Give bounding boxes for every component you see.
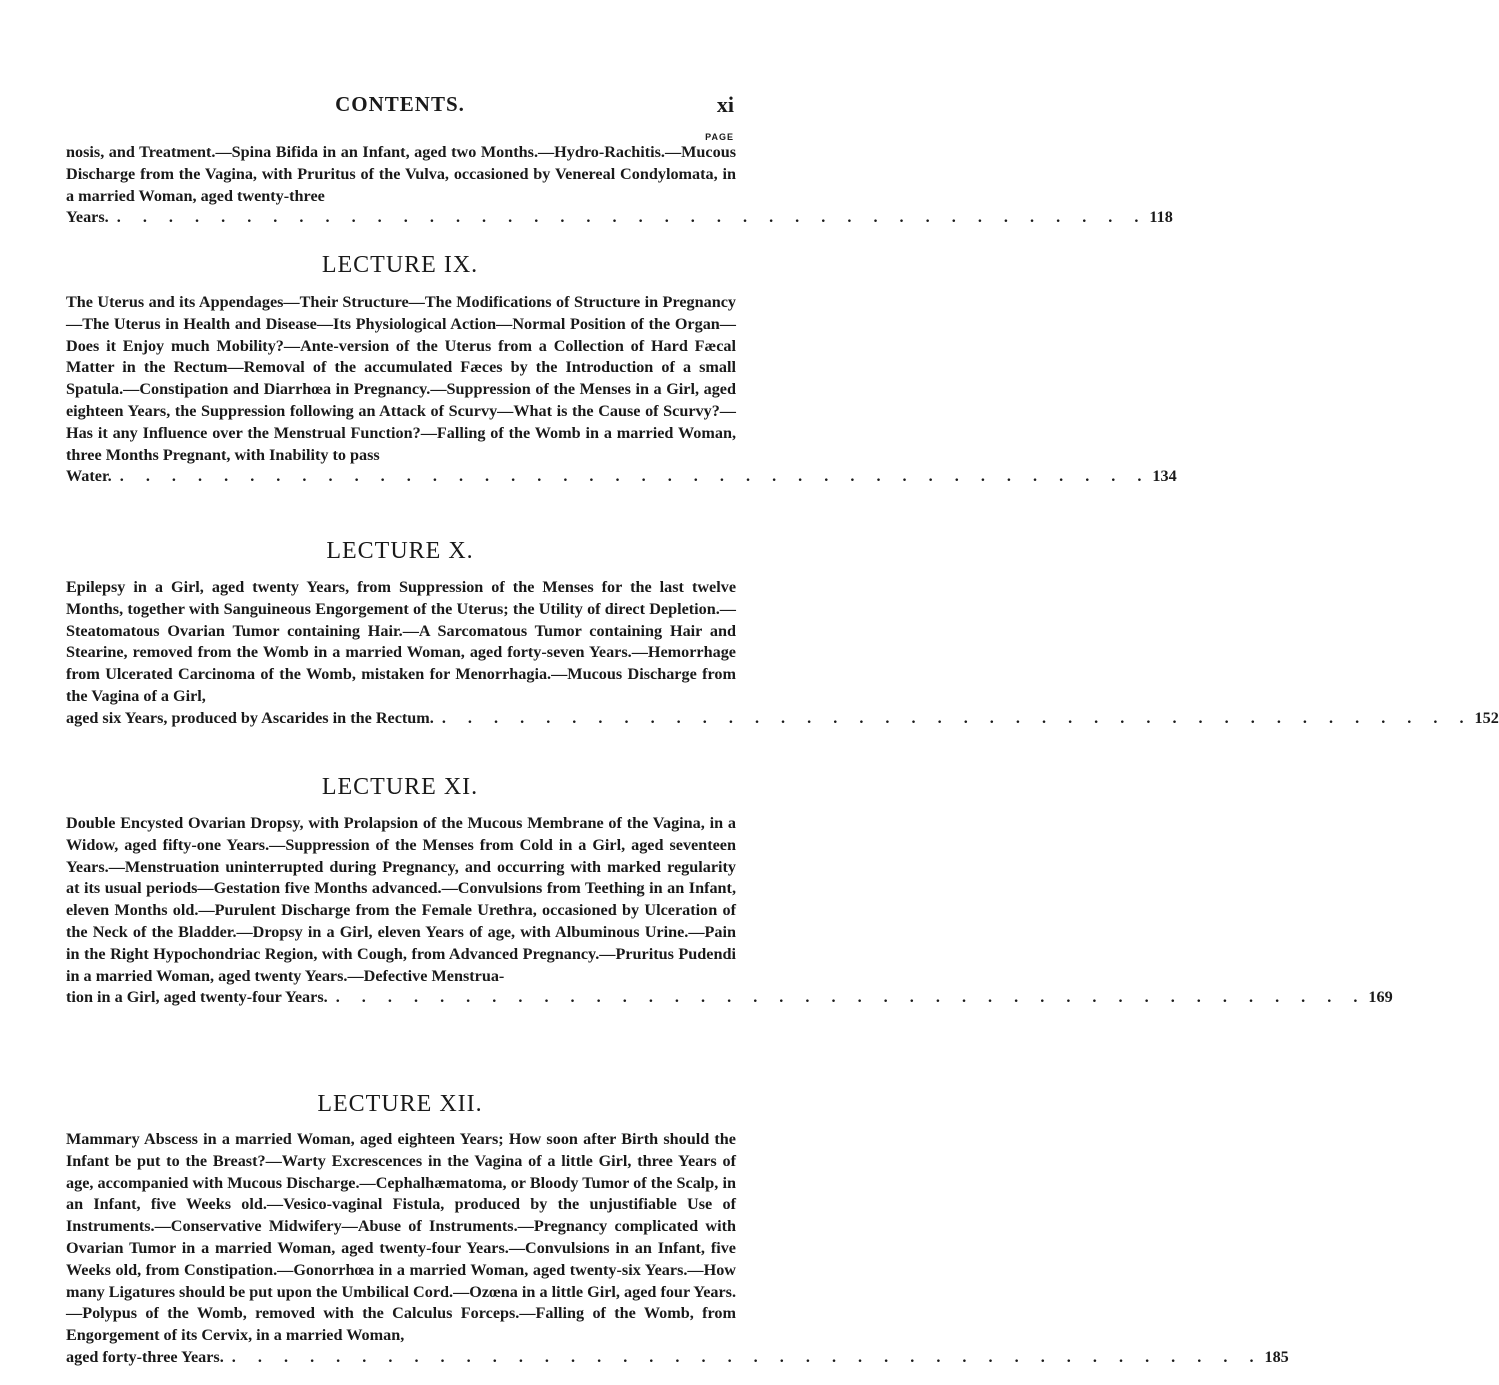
entry-leader-line [66,466,1177,488]
entry-text: Mammary Abscess in a married Woman, aged eighteen Years; How soon after Birth should the Infant be put to the Breast?—Warty Excrescences in the Vagina of a little Girl, three Years of age, accompanied with Mucous Discharge.—Cephalhæmatoma, or Bloody Tumor of the Scalp, in an Infant, five Weeks old.—Vesico-vaginal Fistula, produced by the unjustifiable Use of Instruments.—Conservative Midwifery—Abuse of Instruments.—Pregnancy complicated with Ovarian Tumor in a married Woman, aged twenty-four Years.—Convulsions in an Infant, five Weeks old, from Constipation.—Gonorrhœa in a married Woman, aged twenty-six Years.—How many Ligatures should be put upon the Umbilical Cord.—Ozœna in a little Girl, aged four Years.—Polypus of the Womb, removed with the Calculus Forceps.—Falling of the Womb, from Engorgement of its Cervix, in a married Woman, [66,1130,736,1345]
entry-text: The Uterus and its Appendages—Their Structure—The Modifications of Structure in Pregnancy—The Uterus in Health and Disease—Its Physiological Action—Normal Position of the Organ—Does it Enjoy much Mobility?—Ante-version of the Uterus from a Collection of Hard Fæcal Matter in the Rectum—Removal of the accumulated Fæces by the Introduction of a small Spatula.—Constipation and Diarrhœa in Pregnancy.—Suppression of the Menses in a Girl, aged eighteen Years, the Suppression following an Attack of Scurvy—What is the Cause of Scurvy?—Has it any Influence over the Menstrual Function?—Falling of the Womb in a married Woman, three Months Pregnant, with Inability to pass [66,293,736,464]
entry-page-number: 118 [1149,208,1173,227]
entry-text: Epilepsy in a Girl, aged twenty Years, from Suppression of the Menses for the last twelve Months, together with Sanguineous Engorgement of the Uterus; the Utility of direct Depletion.—Steatomatous Ovarian Tumor containing Hair.—A Sarcomatous Tumor containing Hair and Stearine, removed from the Womb in a married Woman, aged forty-seven Years.—Hemorrhage from Ulcerated Carcinoma of the Womb, mistaken for Menorrhagia.—Mucous Discharge from the Vagina of a Girl, [66,578,736,705]
running-head [0,92,800,122]
lecture-heading-xii: LECTURE XII. [317,1091,483,1117]
contents-entry-continued [66,142,1173,229]
dot-leader: . . . . . . . . . . . . . . . . . . . . . . . . . . . . . . . . . . . . . . . . [119,467,1151,486]
entry-page-number: 152 [1474,708,1499,727]
entry-leader-line [66,987,1393,1009]
entry-leader-line [66,1347,1289,1369]
entry-leader-line [66,207,1173,229]
page-column-label: PAGE [705,132,734,142]
page-folio: xi [716,92,734,117]
entry-leader-line [66,708,1499,730]
entry-page-number: 169 [1368,988,1393,1007]
dot-leader: . . . . . . . . . . . . . . . . . . . . . . . . . . . . . . . . . . . . . . . . [231,1347,1263,1366]
contents-entry-lecture-xii [66,1129,1289,1369]
dot-leader: . . . . . . . . . . . . . . . . . . . . . . . . . . . . . . . . . . . . . . . . [116,208,1148,227]
lecture-heading-x: LECTURE X. [326,538,474,564]
lecture-heading-ix: LECTURE IX. [321,252,479,278]
entry-last-words: aged forty-three Years. [66,1347,224,1366]
running-title: CONTENTS. [335,92,465,116]
dot-leader: . . . . . . . . . . . . . . . . . . . . . . . . . . . . . . . . . . . . . . . . [335,988,1367,1007]
entry-text: Double Encysted Ovarian Dropsy, with Prolapsion of the Mucous Membrane of the Vagina, in a Widow, aged fifty-one Years.—Suppression of the Menses from Cold in a Girl, aged seventeen Years.—Menstruation uninterrupted during Pregnancy, and occurring with marked regularity at its usual periods—Gestation five Months advanced.—Convulsions from Teething in an Infant, eleven Months old.—Purulent Discharge from the Female Urethra, occasioned by Ulceration of the Neck of the Bladder.—Dropsy in a Girl, eleven Years of age, with Albuminous Urine.—Pain in the Right Hypochondriac Region, with Cough, from Advanced Pregnancy.—Pruritus Pudendi in a married Woman, aged twenty Years.—Defective Menstrua- [66,814,736,985]
entry-page-number: 185 [1264,1347,1289,1366]
entry-last-words: aged six Years, produced by Ascarides in the Rectum. [66,708,434,727]
contents-entry-lecture-ix [66,292,1177,488]
contents-entry-lecture-xi [66,813,1393,1009]
entry-text: nosis, and Treatment.—Spina Bifida in an Infant, aged two Months.—Hydro-Rachitis.—Mucous Discharge from the Vagina, with Pruritus of the Vulva, occasioned by Venereal Condylomata, in a married Woman, aged twenty-three [66,143,736,205]
entry-last-words: tion in a Girl, aged twenty-four Years. [66,988,328,1007]
dot-leader: . . . . . . . . . . . . . . . . . . . . . . . . . . . . . . . . . . . . . . . . [441,708,1473,727]
entry-last-words: Years. [66,208,109,227]
lecture-heading-xi: LECTURE XI. [321,774,479,800]
entry-page-number: 134 [1152,467,1177,486]
contents-entry-lecture-x [66,577,1499,730]
entry-last-words: Water. [66,467,112,486]
